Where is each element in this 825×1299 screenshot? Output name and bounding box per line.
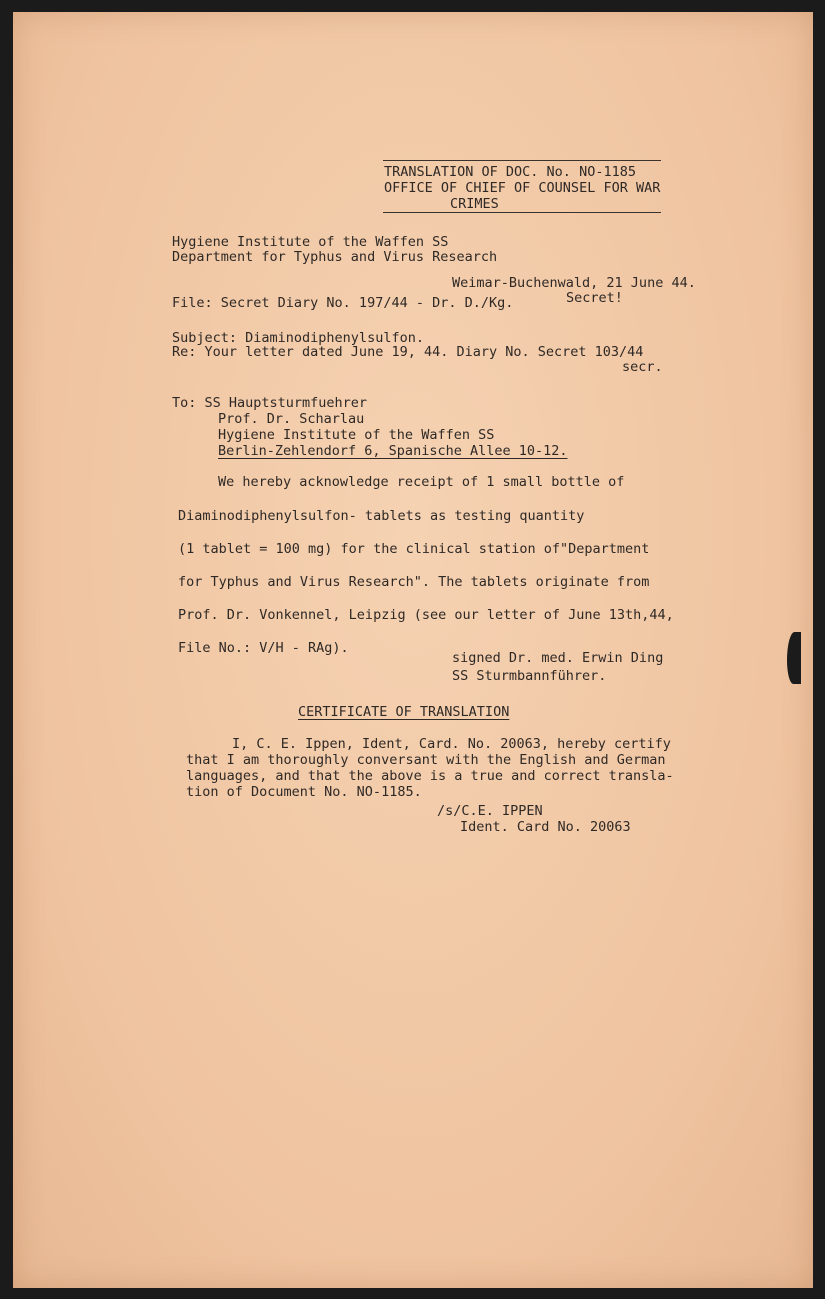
header-rule-bottom bbox=[383, 212, 661, 213]
subject-line: Subject: Diaminodiphenylsulfon. bbox=[172, 330, 424, 346]
header-line-3: CRIMES bbox=[450, 196, 499, 212]
file-line: File: Secret Diary No. 197/44 - Dr. D./Kg. bbox=[172, 295, 514, 311]
certificate-signature: /s/C.E. IPPEN bbox=[437, 803, 543, 819]
body-line-5: Prof. Dr. Vonkennel, Leipzig (see our letter of June 13th,44, bbox=[178, 607, 674, 623]
certificate-line-1: I, C. E. Ippen, Ident, Card. No. 20063, hereby certify bbox=[232, 736, 671, 752]
torn-edge bbox=[787, 632, 801, 684]
to-line-3: Hygiene Institute of the Waffen SS bbox=[218, 427, 495, 443]
place-date: Weimar-Buchenwald, 21 June 44. bbox=[452, 275, 696, 291]
body-line-3: (1 tablet = 100 mg) for the clinical station of"Department bbox=[178, 541, 650, 557]
re-line: Re: Your letter dated June 19, 44. Diary No. Secret 103/44 bbox=[172, 344, 644, 360]
sender-line-1: Hygiene Institute of the Waffen SS bbox=[172, 234, 449, 250]
sender-line-2: Department for Typhus and Virus Research bbox=[172, 249, 498, 265]
signature-line-1: signed Dr. med. Erwin Ding bbox=[452, 650, 664, 666]
certificate-line-2: that I am thoroughly conversant with the English and German bbox=[186, 752, 666, 768]
body-line-1: We hereby acknowledge receipt of 1 small bottle of bbox=[218, 474, 625, 490]
body-line-2: Diaminodiphenylsulfon- tablets as testing quantity bbox=[178, 508, 585, 524]
certificate-card-no: Ident. Card No. 20063 bbox=[460, 819, 631, 835]
body-line-4: for Typhus and Virus Research". The tablets originate from bbox=[178, 574, 650, 590]
to-line-4: Berlin-Zehlendorf 6, Spanische Allee 10-12. bbox=[218, 443, 568, 459]
body-line-6: File No.: V/H - RAg). bbox=[178, 640, 349, 656]
document-page bbox=[13, 12, 813, 1288]
certificate-title: CERTIFICATE OF TRANSLATION bbox=[298, 704, 510, 720]
secret-mark: Secret! bbox=[566, 290, 623, 306]
header-line-1: TRANSLATION OF DOC. No. NO-1185 bbox=[384, 164, 636, 180]
re-suffix: secr. bbox=[622, 359, 663, 375]
header-line-2: OFFICE OF CHIEF OF COUNSEL FOR WAR bbox=[384, 180, 661, 196]
certificate-line-3: languages, and that the above is a true and correct transla- bbox=[186, 768, 674, 784]
signature-line-2: SS Sturmbannführer. bbox=[452, 668, 607, 684]
to-line-1: To: SS Hauptsturmfuehrer bbox=[172, 395, 368, 411]
header-rule-top bbox=[383, 160, 661, 161]
certificate-line-4: tion of Document No. NO-1185. bbox=[186, 784, 422, 800]
to-line-2: Prof. Dr. Scharlau bbox=[218, 411, 365, 427]
